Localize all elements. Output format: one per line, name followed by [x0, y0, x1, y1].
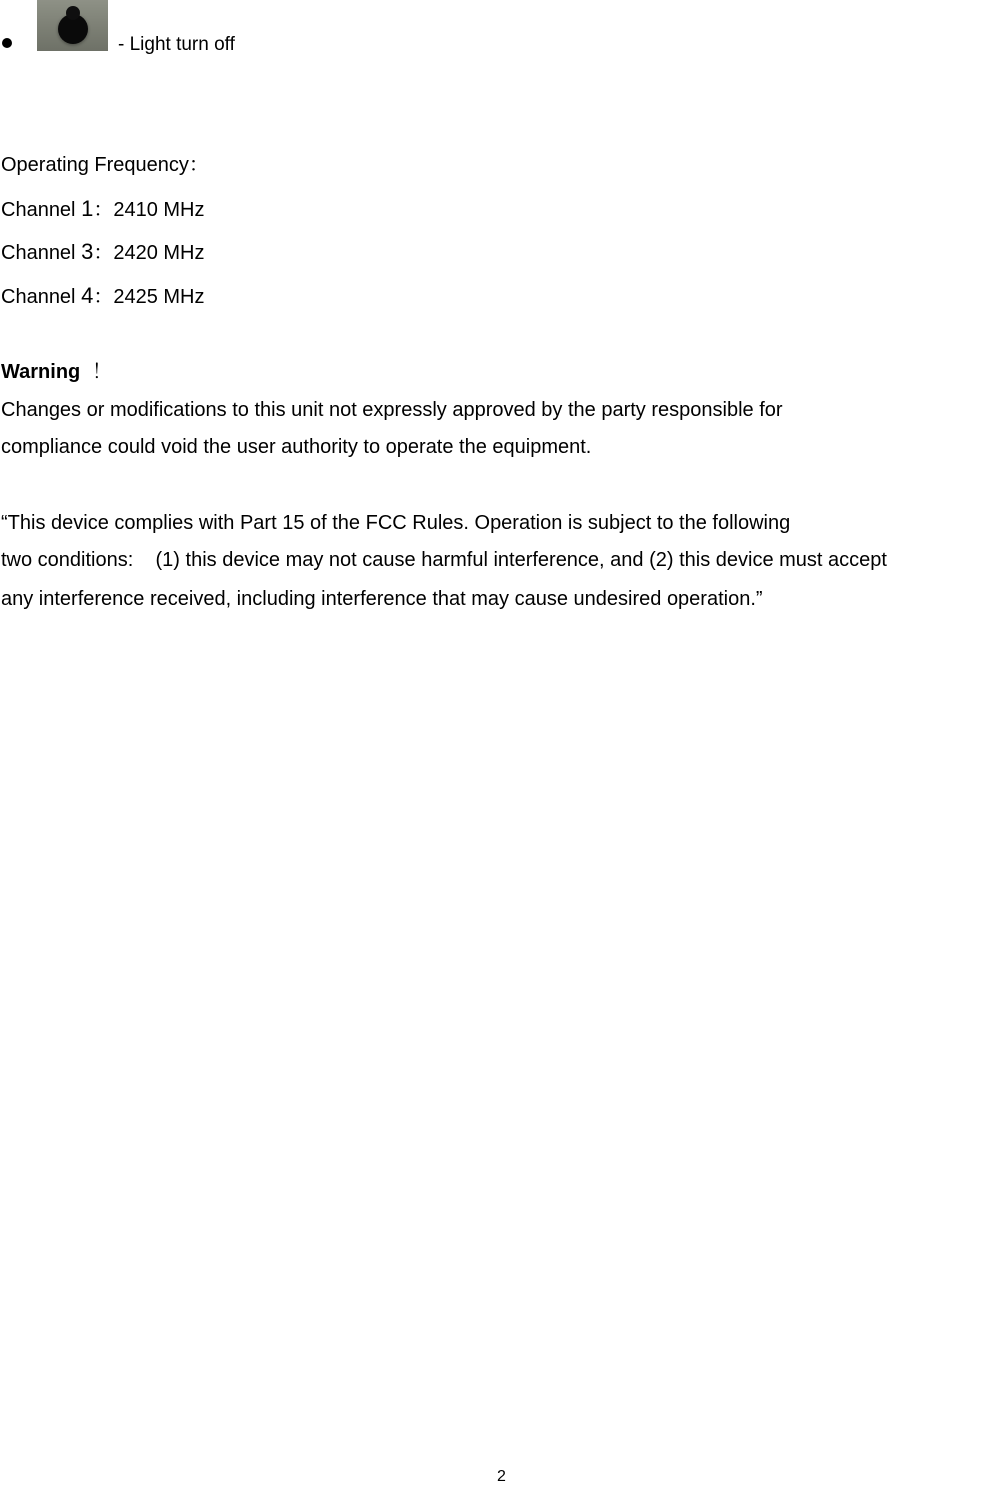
- channel-row: [1, 197, 204, 222]
- warning-line: compliance could void the user authority to operate the equipment.: [1, 436, 592, 458]
- warning-line: Changes or modifications to this unit not expressly approved by the party responsible for: [1, 399, 783, 421]
- warning-mark: ！: [91, 361, 112, 383]
- channel-label: Channel: [1, 199, 76, 221]
- channel-separator: ：: [93, 286, 114, 308]
- frequency-heading: Operating Frequency：: [1, 154, 209, 176]
- channel-label: Channel: [1, 286, 76, 308]
- channel-number: 4: [81, 283, 94, 308]
- fcc-line: two conditions: (1) this device may not cause harmful interference, and (2) this device must accept: [1, 549, 887, 571]
- light-off-icon: [37, 0, 108, 51]
- channel-value: 2420 MHz: [113, 242, 205, 264]
- page-number: 2: [497, 1468, 506, 1485]
- channel-value: 2425 MHz: [113, 286, 205, 308]
- channel-label: Channel: [1, 242, 76, 264]
- legend-bullet: [2, 38, 12, 48]
- fcc-line: any interference received, including interference that may cause undesired operation.”: [1, 588, 763, 610]
- channel-number: 3: [81, 239, 94, 264]
- channel-separator: ：: [93, 199, 114, 221]
- channel-number: 1: [81, 196, 94, 221]
- channel-separator: ：: [93, 242, 114, 264]
- warning-title: Warning: [1, 361, 81, 383]
- warning-heading: [1, 360, 112, 384]
- channel-value: 2410 MHz: [113, 199, 205, 221]
- channel-row: [1, 240, 204, 265]
- fcc-line: “This device complies with Part 15 of the FCC Rules. Operation is subject to the following: [1, 512, 791, 534]
- channel-row: [1, 284, 204, 309]
- legend-label: - Light turn off: [118, 34, 235, 55]
